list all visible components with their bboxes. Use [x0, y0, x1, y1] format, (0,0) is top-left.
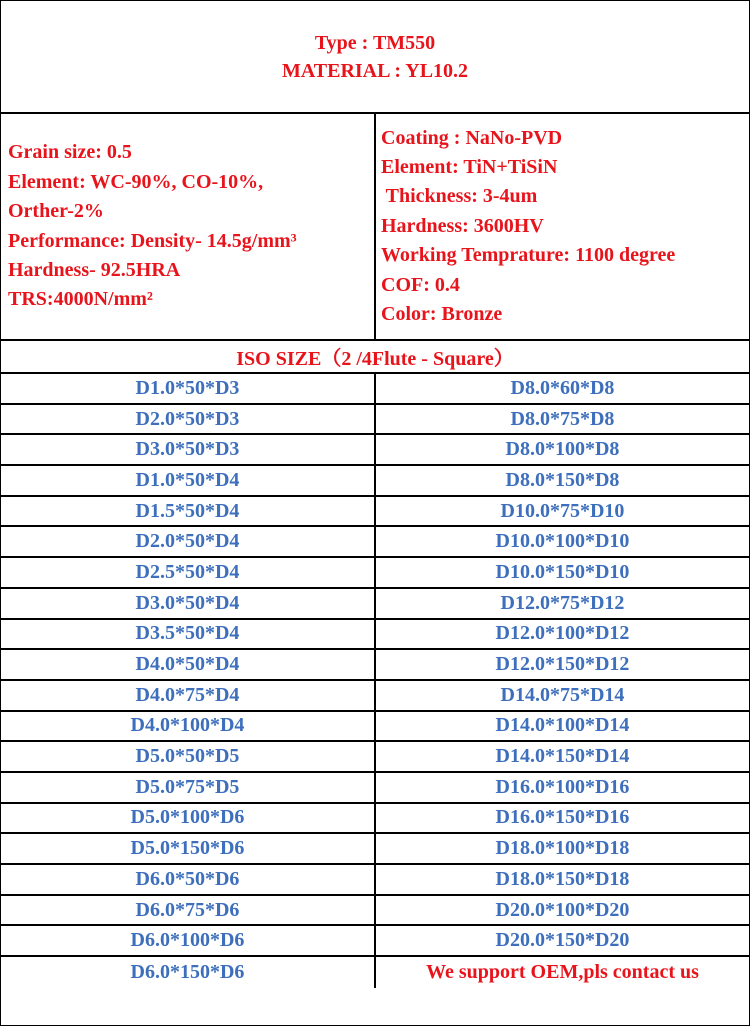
- size-cell-left: D3.0*50*D3: [1, 435, 376, 464]
- table-row: [1, 681, 749, 712]
- size-cell-right: D8.0*150*D8: [505, 468, 620, 491]
- table-row: [1, 497, 749, 528]
- size-cell-left: D5.0*50*D5: [1, 742, 376, 771]
- size-cell-right: D10.0*100*D10: [495, 530, 630, 553]
- table-row: [1, 896, 749, 927]
- coating-specs: [376, 114, 749, 339]
- size-cell-left: D4.0*75*D4: [1, 681, 376, 710]
- size-cell-left: D3.0*50*D4: [1, 589, 376, 618]
- table-row: [1, 374, 749, 405]
- coating-hardness-line: Hardness: 3600HV: [381, 214, 544, 237]
- table-row: [1, 834, 749, 865]
- size-cell-left: D1.0*50*D4: [1, 466, 376, 495]
- thickness-line: Thickness: 3-4um: [381, 185, 538, 208]
- color-line: Color: Bronze: [381, 303, 503, 326]
- size-cell-right: D8.0*75*D8: [510, 407, 615, 430]
- size-cell-right: D8.0*60*D8: [510, 376, 615, 399]
- header-block: [1, 1, 749, 114]
- table-row: [1, 589, 749, 620]
- size-cell-left: D2.0*50*D3: [1, 405, 376, 434]
- size-cell-left: D6.0*50*D6: [1, 865, 376, 894]
- size-cell-right: D18.0*100*D18: [495, 837, 630, 860]
- size-cell-left: D6.0*150*D6: [1, 957, 376, 988]
- size-cell-left: D2.0*50*D4: [1, 527, 376, 556]
- specs-block: [1, 114, 749, 341]
- table-row: [1, 957, 749, 988]
- size-table: [1, 374, 749, 988]
- size-cell-right: D12.0*150*D12: [495, 653, 630, 676]
- table-row: [1, 558, 749, 589]
- size-cell-left: D5.0*75*D5: [1, 773, 376, 802]
- type-line: Type : TM550: [314, 31, 436, 54]
- size-cell-left: D6.0*75*D6: [1, 896, 376, 925]
- table-row: [1, 804, 749, 835]
- table-row: [1, 742, 749, 773]
- size-cell-right: D16.0*100*D16: [495, 775, 630, 798]
- grain-size-line: Grain size: 0.5: [8, 141, 132, 164]
- size-cell-left: D1.5*50*D4: [1, 497, 376, 526]
- size-cell-right: D14.0*100*D14: [495, 714, 630, 737]
- size-cell-right: D14.0*75*D14: [500, 683, 625, 706]
- table-row: [1, 466, 749, 497]
- table-row: [1, 712, 749, 743]
- trs-line: TRS:4000N/mm²: [8, 288, 153, 311]
- size-cell-right: D18.0*150*D18: [495, 867, 630, 890]
- size-cell-right: D20.0*100*D20: [495, 898, 630, 921]
- size-cell-right: D12.0*75*D12: [500, 591, 625, 614]
- element-line: Element: WC-90%, CO-10%,: [8, 170, 264, 193]
- material-specs: [1, 114, 376, 339]
- size-cell-left: D5.0*100*D6: [1, 804, 376, 833]
- size-cell-right: D8.0*100*D8: [505, 438, 620, 461]
- size-cell-right: D14.0*150*D14: [495, 745, 630, 768]
- size-cell-left: D2.5*50*D4: [1, 558, 376, 587]
- size-cell-right: D16.0*150*D16: [495, 806, 630, 829]
- working-temp-line: Working Temprature: 1100 degree: [381, 244, 676, 267]
- size-cell-right: D10.0*150*D10: [495, 560, 630, 583]
- cof-line: COF: 0.4: [381, 273, 460, 296]
- size-cell-left: D3.5*50*D4: [1, 620, 376, 649]
- table-row: [1, 435, 749, 466]
- size-cell-left: D5.0*150*D6: [1, 834, 376, 863]
- hardness-line: Hardness- 92.5HRA: [8, 258, 181, 281]
- size-cell-right: D12.0*100*D12: [495, 622, 630, 645]
- size-cell-left: D1.0*50*D3: [1, 374, 376, 403]
- material-line: MATERIAL : YL10.2: [281, 59, 469, 82]
- table-row: [1, 620, 749, 651]
- other-line: Orther-2%: [8, 200, 104, 223]
- table-row: [1, 865, 749, 896]
- coating-element-line: Element: TiN+TiSiN: [381, 155, 558, 178]
- size-cell-left: D4.0*100*D4: [1, 712, 376, 741]
- table-row: [1, 926, 749, 957]
- oem-note: We support OEM,pls contact us: [426, 960, 699, 983]
- size-cell-right: D20.0*150*D20: [495, 929, 630, 952]
- iso-size-title: ISO SIZE（2 /4Flute - Square）: [1, 341, 749, 374]
- table-row: [1, 527, 749, 558]
- table-row: [1, 773, 749, 804]
- size-cell-right: D10.0*75*D10: [500, 499, 625, 522]
- table-row: [1, 405, 749, 436]
- coating-line: Coating : NaNo-PVD: [381, 126, 563, 149]
- table-row: [1, 650, 749, 681]
- density-line: Performance: Density- 14.5g/mm³: [8, 229, 297, 252]
- size-cell-left: D4.0*50*D4: [1, 650, 376, 679]
- size-cell-left: D6.0*100*D6: [1, 926, 376, 955]
